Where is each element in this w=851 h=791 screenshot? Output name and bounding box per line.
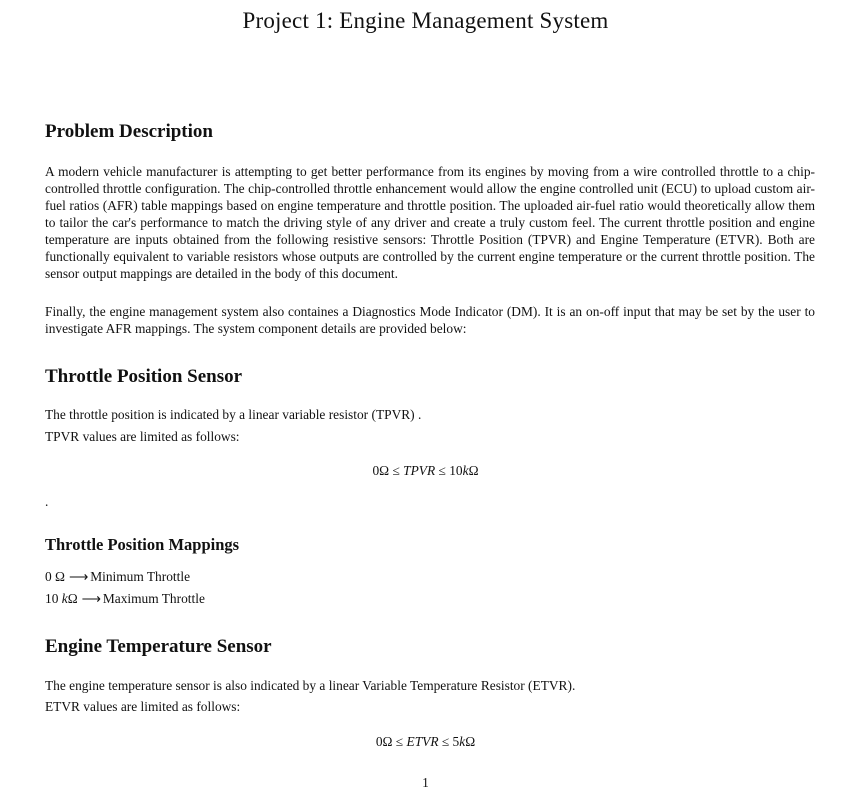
document-title: Project 1: Engine Management System	[242, 8, 609, 33]
throttle-mappings-heading: Throttle Position Mappings	[45, 535, 240, 554]
mapping-value-number: 10	[45, 591, 62, 606]
equation-left: 0Ω ≤	[372, 463, 404, 478]
equation-unit: Ω	[468, 463, 479, 478]
mapping-value: 0 Ω	[45, 569, 65, 584]
equation-variable: TPVR	[403, 463, 436, 478]
arrow-icon: ⟶	[81, 591, 101, 606]
arrow-icon: ⟶	[69, 569, 89, 584]
mapping-value-prefix: k	[61, 591, 68, 606]
stray-period: .	[45, 494, 49, 509]
throttle-sensor-line-1: The throttle position is indicated by a linear variable resistor (TPVR) .	[45, 407, 422, 422]
mapping-label: Maximum Throttle	[102, 591, 205, 606]
equation-right: ≤ 5	[438, 734, 460, 749]
temperature-sensor-heading: Engine Temperature Sensor	[45, 636, 272, 657]
tpvr-range-equation	[0, 463, 851, 479]
equation-right: ≤ 10	[435, 463, 463, 478]
mapping-line-max	[45, 590, 205, 607]
temperature-sensor-line-1: The engine temperature sensor is also indicated by a linear Variable Temperature Resistor (ETVR).	[45, 678, 576, 693]
equation-unit-prefix: k	[462, 463, 469, 478]
equation-unit: Ω	[465, 734, 476, 749]
throttle-sensor-heading: Throttle Position Sensor	[45, 366, 243, 387]
etvr-range-equation	[0, 734, 851, 750]
problem-paragraph-2: Finally, the engine management system also containes a Diagnostics Mode Indicator (DM). It is an on-off input that may be set by the user to investigate AFR mappings. The system component details are provided below:	[45, 304, 815, 336]
mapping-line-min	[45, 568, 190, 585]
page-number: 1	[422, 775, 429, 790]
equation-variable: ETVR	[406, 734, 439, 749]
problem-paragraph-1: A modern vehicle manufacturer is attempting to get better performance from its engines by moving from a wire controlled throttle to a chip-controlled throttle configuration. The chip-controlled throttle enhancement would allow the engine controlled unit (ECU) to upload custom air-fuel ratios (AFR) table mappings based on engine temperature and throttle position. The uploaded air-fuel ratio would theoretically allow them to tailor the car's performance to match the driving style of any driver and create a truly custom feel. The current throttle position and engine temperature are inputs obtained from the following resistive sensors: Throttle Position (TPVR) and Engine Temperature (ETVR). Both are functionally equivalent to variable resistors whose outputs are controlled by the current engine temperature or the current throttle position. The sensor output mappings are detailed in the body of this document.	[45, 164, 815, 281]
throttle-sensor-line-2: TPVR values are limited as follows:	[45, 429, 240, 444]
problem-description-heading: Problem Description	[45, 121, 213, 142]
mapping-value-unit: Ω	[67, 591, 78, 606]
equation-left: 0Ω ≤	[375, 734, 407, 749]
temperature-sensor-line-2: ETVR values are limited as follows:	[45, 699, 241, 714]
equation-unit-prefix: k	[459, 734, 466, 749]
mapping-label: Minimum Throttle	[90, 569, 191, 584]
